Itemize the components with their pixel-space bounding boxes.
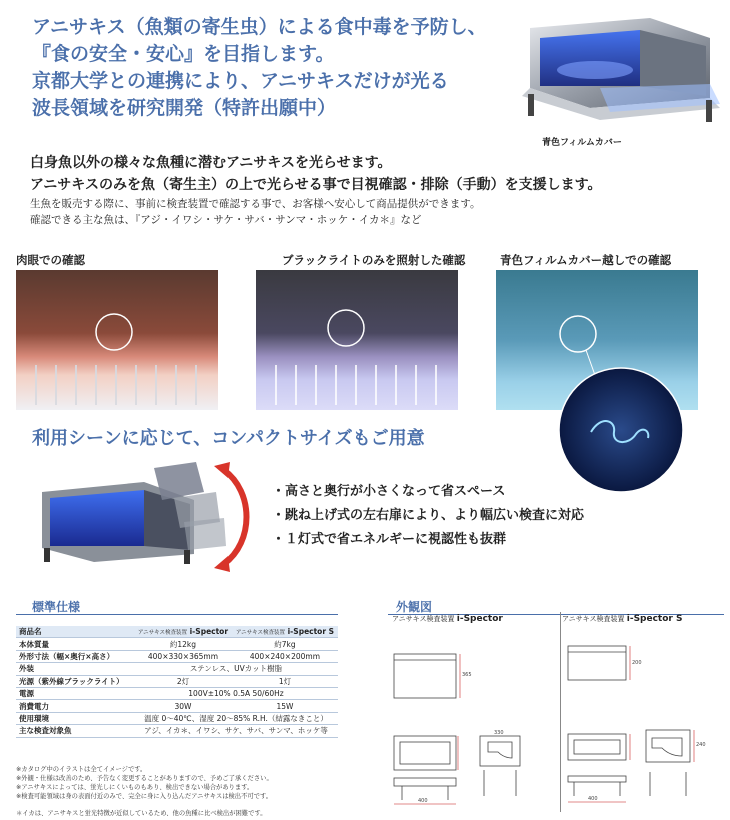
- exterior-drawing-model-a: [388, 630, 558, 810]
- spec-title: 標準仕様: [32, 600, 81, 614]
- feature-item: ・跳ね上げ式の左右扉により、より幅広い検査に対応: [272, 508, 585, 523]
- spec-row: [16, 675, 338, 687]
- spec-footnote: ＊イカは、アニサキスと蛍光特徴が近似しているため、他の魚種に比べ検出が困難です。: [16, 810, 267, 817]
- spec-row: [16, 687, 338, 699]
- spec-row-value-a: 約12kg: [134, 638, 232, 650]
- spec-header-label: 商品名: [16, 626, 134, 638]
- spec-header-model-b-name: i-Spector S: [287, 627, 335, 637]
- spec-row-label: 消費電力: [16, 700, 134, 712]
- headline: [32, 14, 502, 122]
- photo-blacklight: [256, 270, 458, 410]
- spec-note: ※カタログ中のイラストは全てイメージです。: [16, 766, 147, 773]
- spec-row-label: 使用環境: [16, 712, 134, 724]
- spec-row-label: 外形寸法（幅×奥行×高さ）: [16, 650, 134, 662]
- hero-product-image: [510, 8, 725, 133]
- spec-row: [16, 700, 338, 712]
- feature-item: ・１灯式で省エネルギーに視認性も抜群: [272, 532, 507, 547]
- spec-row-label: 外装: [16, 663, 134, 675]
- spec-row-label: 電源: [16, 687, 134, 699]
- spec-row-value-a: 30W: [134, 700, 232, 712]
- exterior-label-model-a-prefix: アニサキス検査装置: [392, 615, 455, 623]
- spec-row-value-b: 400×240×200mm: [232, 650, 338, 662]
- spec-row-label: 本体質量: [16, 638, 134, 650]
- spec-row: [16, 663, 338, 675]
- spec-row-value-merged: ステンレス、UVカット樹脂: [134, 663, 338, 675]
- spec-header-model-a-name: i-Spector: [189, 627, 229, 637]
- exterior-drawing-model-b: [562, 630, 727, 810]
- intro-lead: [30, 152, 601, 196]
- headline-line-2: 『食の安全・安心』を目指します。: [32, 43, 335, 65]
- spec-row-label: 光源（紫外線ブラックライト）: [16, 675, 134, 687]
- dim-width-model-a: 400: [418, 798, 428, 804]
- exterior-label-model-b: [562, 614, 682, 624]
- spec-note: ※外観・仕様は改善のため、予告なく変更することがありますので、予めご了承ください。: [16, 775, 273, 782]
- intro-body-1: 生魚を販売する際に、事前に検査装置で確認する事で、お客様へ安心して商品提供ができます。: [30, 198, 481, 210]
- spec-row-value-merged: 100V±10% 0.5A 50/60Hz: [134, 687, 338, 699]
- spec-note: ※検査可能領域は身の表面付近のみで、完全に身に入り込んだアニサキスは検出不可です。: [16, 793, 273, 800]
- exterior-label-model-b-name: i-Spector S: [626, 614, 683, 624]
- spec-row: [16, 725, 338, 737]
- compact-section-title: 利用シーンに応じて、コンパクトサイズもご用意: [32, 428, 425, 449]
- headline-line-4: 波長領域を研究開発（特許出願中）: [32, 97, 337, 119]
- spec-row: [16, 712, 338, 724]
- dim-depth-model-b: 240: [696, 742, 706, 748]
- spec-row-value-a: 2灯: [134, 675, 232, 687]
- spec-row-label: 主な検査対象魚: [16, 725, 134, 737]
- spec-row-value-merged: 温度 0〜40℃、湿度 20〜85% R.H.（結露なきこと）: [134, 712, 338, 724]
- spec-header-model-b-prefix: アニサキス検査装置: [235, 630, 285, 637]
- exterior-label-model-a-name: i-Spector: [456, 614, 503, 624]
- spec-notes: [16, 765, 273, 801]
- photo-blue-film: [496, 270, 698, 410]
- spec-row: [16, 650, 338, 662]
- dim-height-model-a: 365: [462, 672, 472, 678]
- photo-label-blue-film: 青色フィルムカバー越しでの確認: [500, 253, 672, 267]
- spec-row-value-b: 1灯: [232, 675, 338, 687]
- photo-label-naked-eye: 肉眼での確認: [16, 253, 85, 267]
- exterior-label-model-a: [392, 614, 503, 624]
- dim-depth-model-a: 330: [494, 730, 504, 736]
- spec-row: [16, 638, 338, 650]
- intro-body-2: 確認できる主な魚は、『アジ・イワシ・サケ・サバ・サンマ・ホッケ・イカ＊』など: [30, 214, 422, 226]
- compact-product-image: [34, 462, 259, 572]
- spec-header-model-a: [134, 626, 232, 638]
- spec-row-value-b: 15W: [232, 700, 338, 712]
- intro-body: [30, 196, 480, 228]
- dim-height-model-b: 200: [632, 660, 642, 666]
- spec-row-value-b: 約7kg: [232, 638, 338, 650]
- compact-features: [272, 480, 584, 552]
- exterior-title: 外観図: [396, 600, 433, 614]
- spec-header-row: [16, 626, 338, 638]
- dim-width-model-b: 400: [588, 796, 598, 802]
- spec-divider: [16, 614, 338, 615]
- photo-naked-eye: [16, 270, 218, 410]
- feature-item: ・高さと奥行が小さくなって省スペース: [272, 484, 506, 499]
- spec-header-model-b: [232, 626, 338, 638]
- spec-table: [16, 626, 338, 738]
- spec-row-value-merged: アジ、イカ＊、イワシ、サケ、サバ、サンマ、ホッケ等: [134, 725, 338, 737]
- hero-caption: 青色フィルムカバー: [542, 138, 622, 148]
- intro-lead-1: 白身魚以外の様々な魚種に潜むアニサキスを光らせます。: [30, 155, 392, 171]
- headline-line-3: 京都大学との連携により、アニサキスだけが光る: [32, 70, 449, 92]
- exterior-label-model-b-prefix: アニサキス検査装置: [562, 615, 625, 623]
- headline-line-1: アニサキス（魚類の寄生虫）による食中毒を予防し、: [32, 16, 487, 38]
- spec-header-model-a-prefix: アニサキス検査装置: [137, 630, 187, 637]
- spec-row-value-a: 400×330×365mm: [134, 650, 232, 662]
- intro-lead-2: アニサキスのみを魚（寄生主）の上で光らせる事で目視確認・排除（手動）を支援します。: [30, 177, 602, 193]
- spec-note: ※アニサキスによっては、蛍光しにくいものもあり、検出できない場合があります。: [16, 784, 254, 791]
- exterior-column-divider: [560, 612, 561, 812]
- photo-label-blacklight: ブラックライトのみを照射した確認: [282, 253, 466, 267]
